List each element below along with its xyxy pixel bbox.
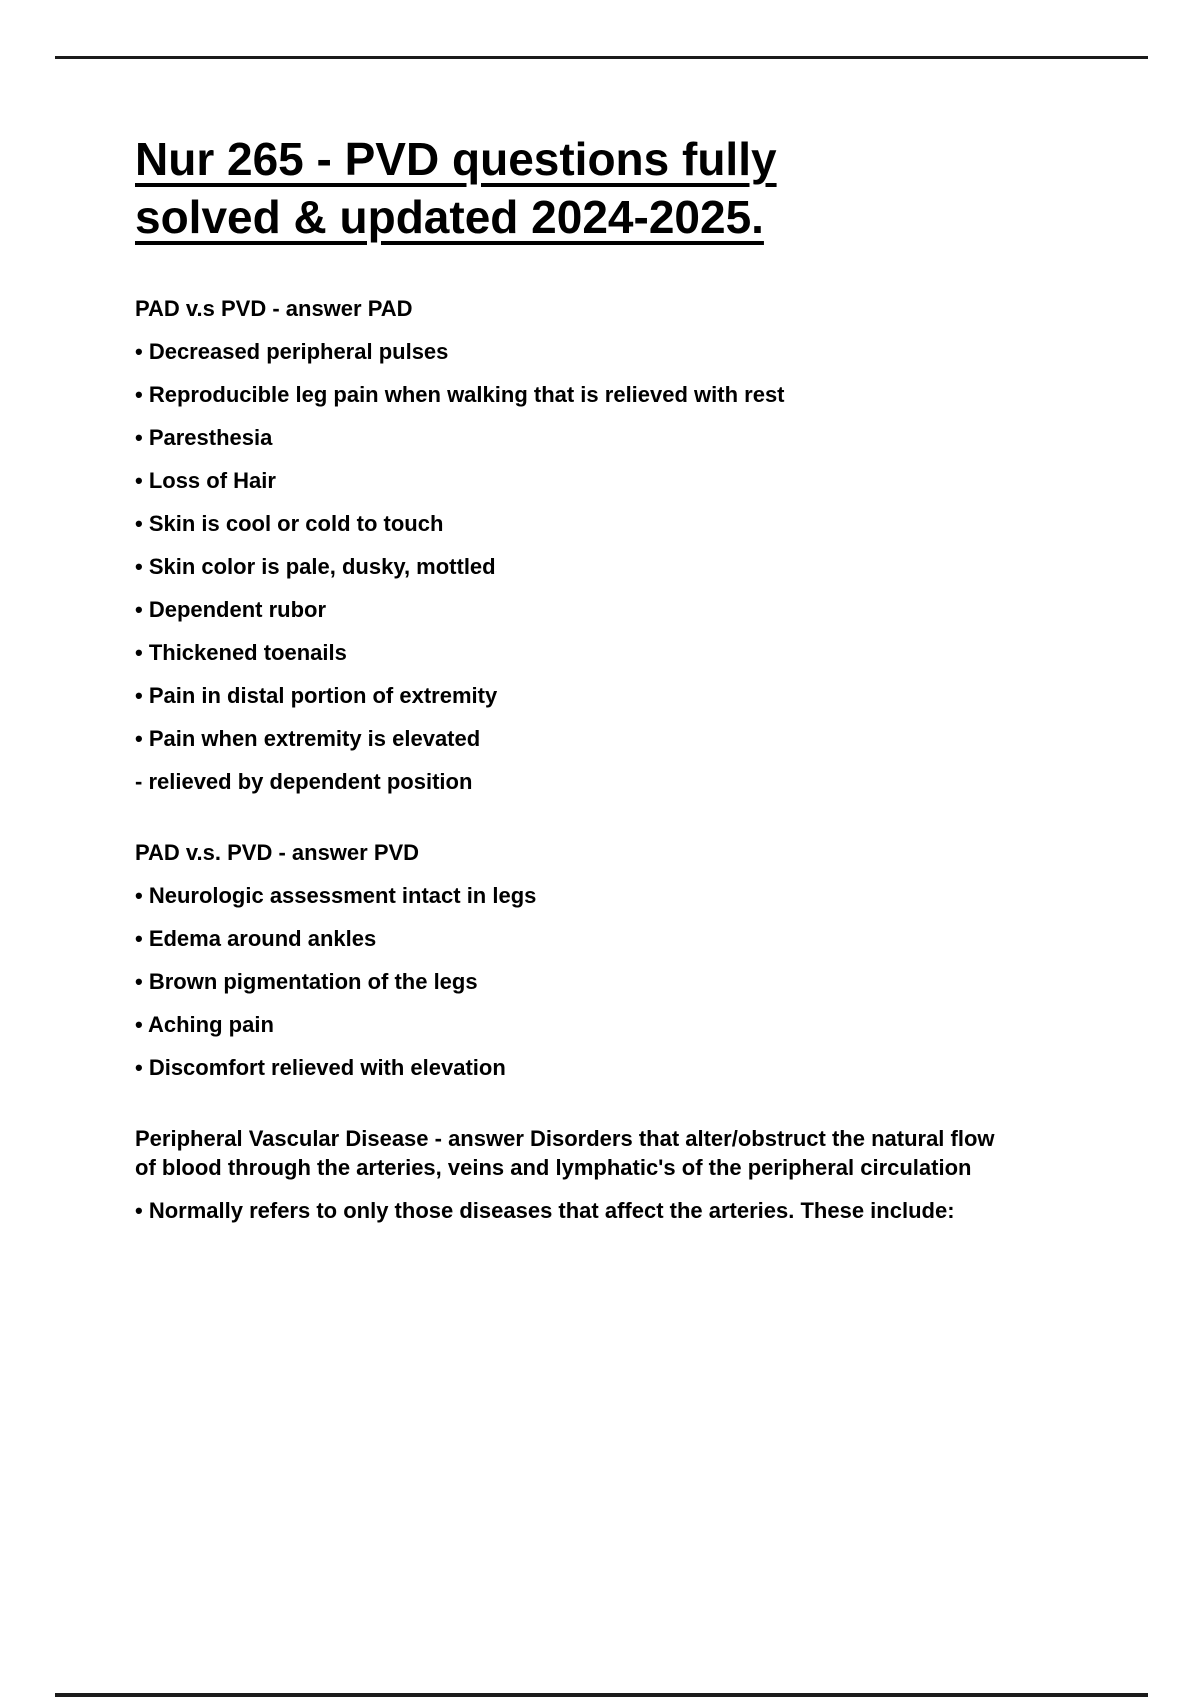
section-pad [135,294,1015,796]
top-divider-rule [55,56,1148,59]
bullet-item: • Normally refers to only those diseases that affect the arteries. These include: [135,1198,955,1223]
bullet-item: • Skin is cool or cold to touch [135,511,444,536]
bullet-item: • Loss of Hair [135,468,276,493]
bullet-item: • Dependent rubor [135,597,327,622]
document-content [135,130,1015,1239]
bullet-item: • Aching pain [135,1012,274,1037]
bullet-item: • Decreased peripheral pulses [135,339,449,364]
bullet-item: • Pain when extremity is elevated [135,726,481,751]
bullet-item: • Paresthesia [135,425,273,450]
page-title: Nur 265 - PVD questions fully solved & updated 2024-2025. [135,133,777,243]
bullet-item: • Discomfort relieved with elevation [135,1055,506,1080]
bullet-item: • Edema around ankles [135,926,377,951]
bottom-divider-rule [55,1693,1148,1697]
bullet-item: • Brown pigmentation of the legs [135,969,478,994]
bullet-item: • Pain in distal portion of extremity [135,683,498,708]
bullet-item: • Reproducible leg pain when walking that is relieved with rest [135,382,785,407]
section-note: - relieved by dependent position [135,769,473,794]
bullet-item: • Thickened toenails [135,640,347,665]
section-heading: PAD v.s PVD - answer PAD [135,296,413,321]
section-heading: Peripheral Vascular Disease - answer Disorders that alter/obstruct the natural flow of blood through the arteries, veins and lymphatic's of the peripheral circulation [135,1126,995,1180]
section-pvd [135,838,1015,1082]
section-heading: PAD v.s. PVD - answer PVD [135,840,420,865]
bullet-item: • Neurologic assessment intact in legs [135,883,537,908]
section-peripheral-vascular-disease [135,1124,1015,1225]
bullet-item: • Skin color is pale, dusky, mottled [135,554,496,579]
